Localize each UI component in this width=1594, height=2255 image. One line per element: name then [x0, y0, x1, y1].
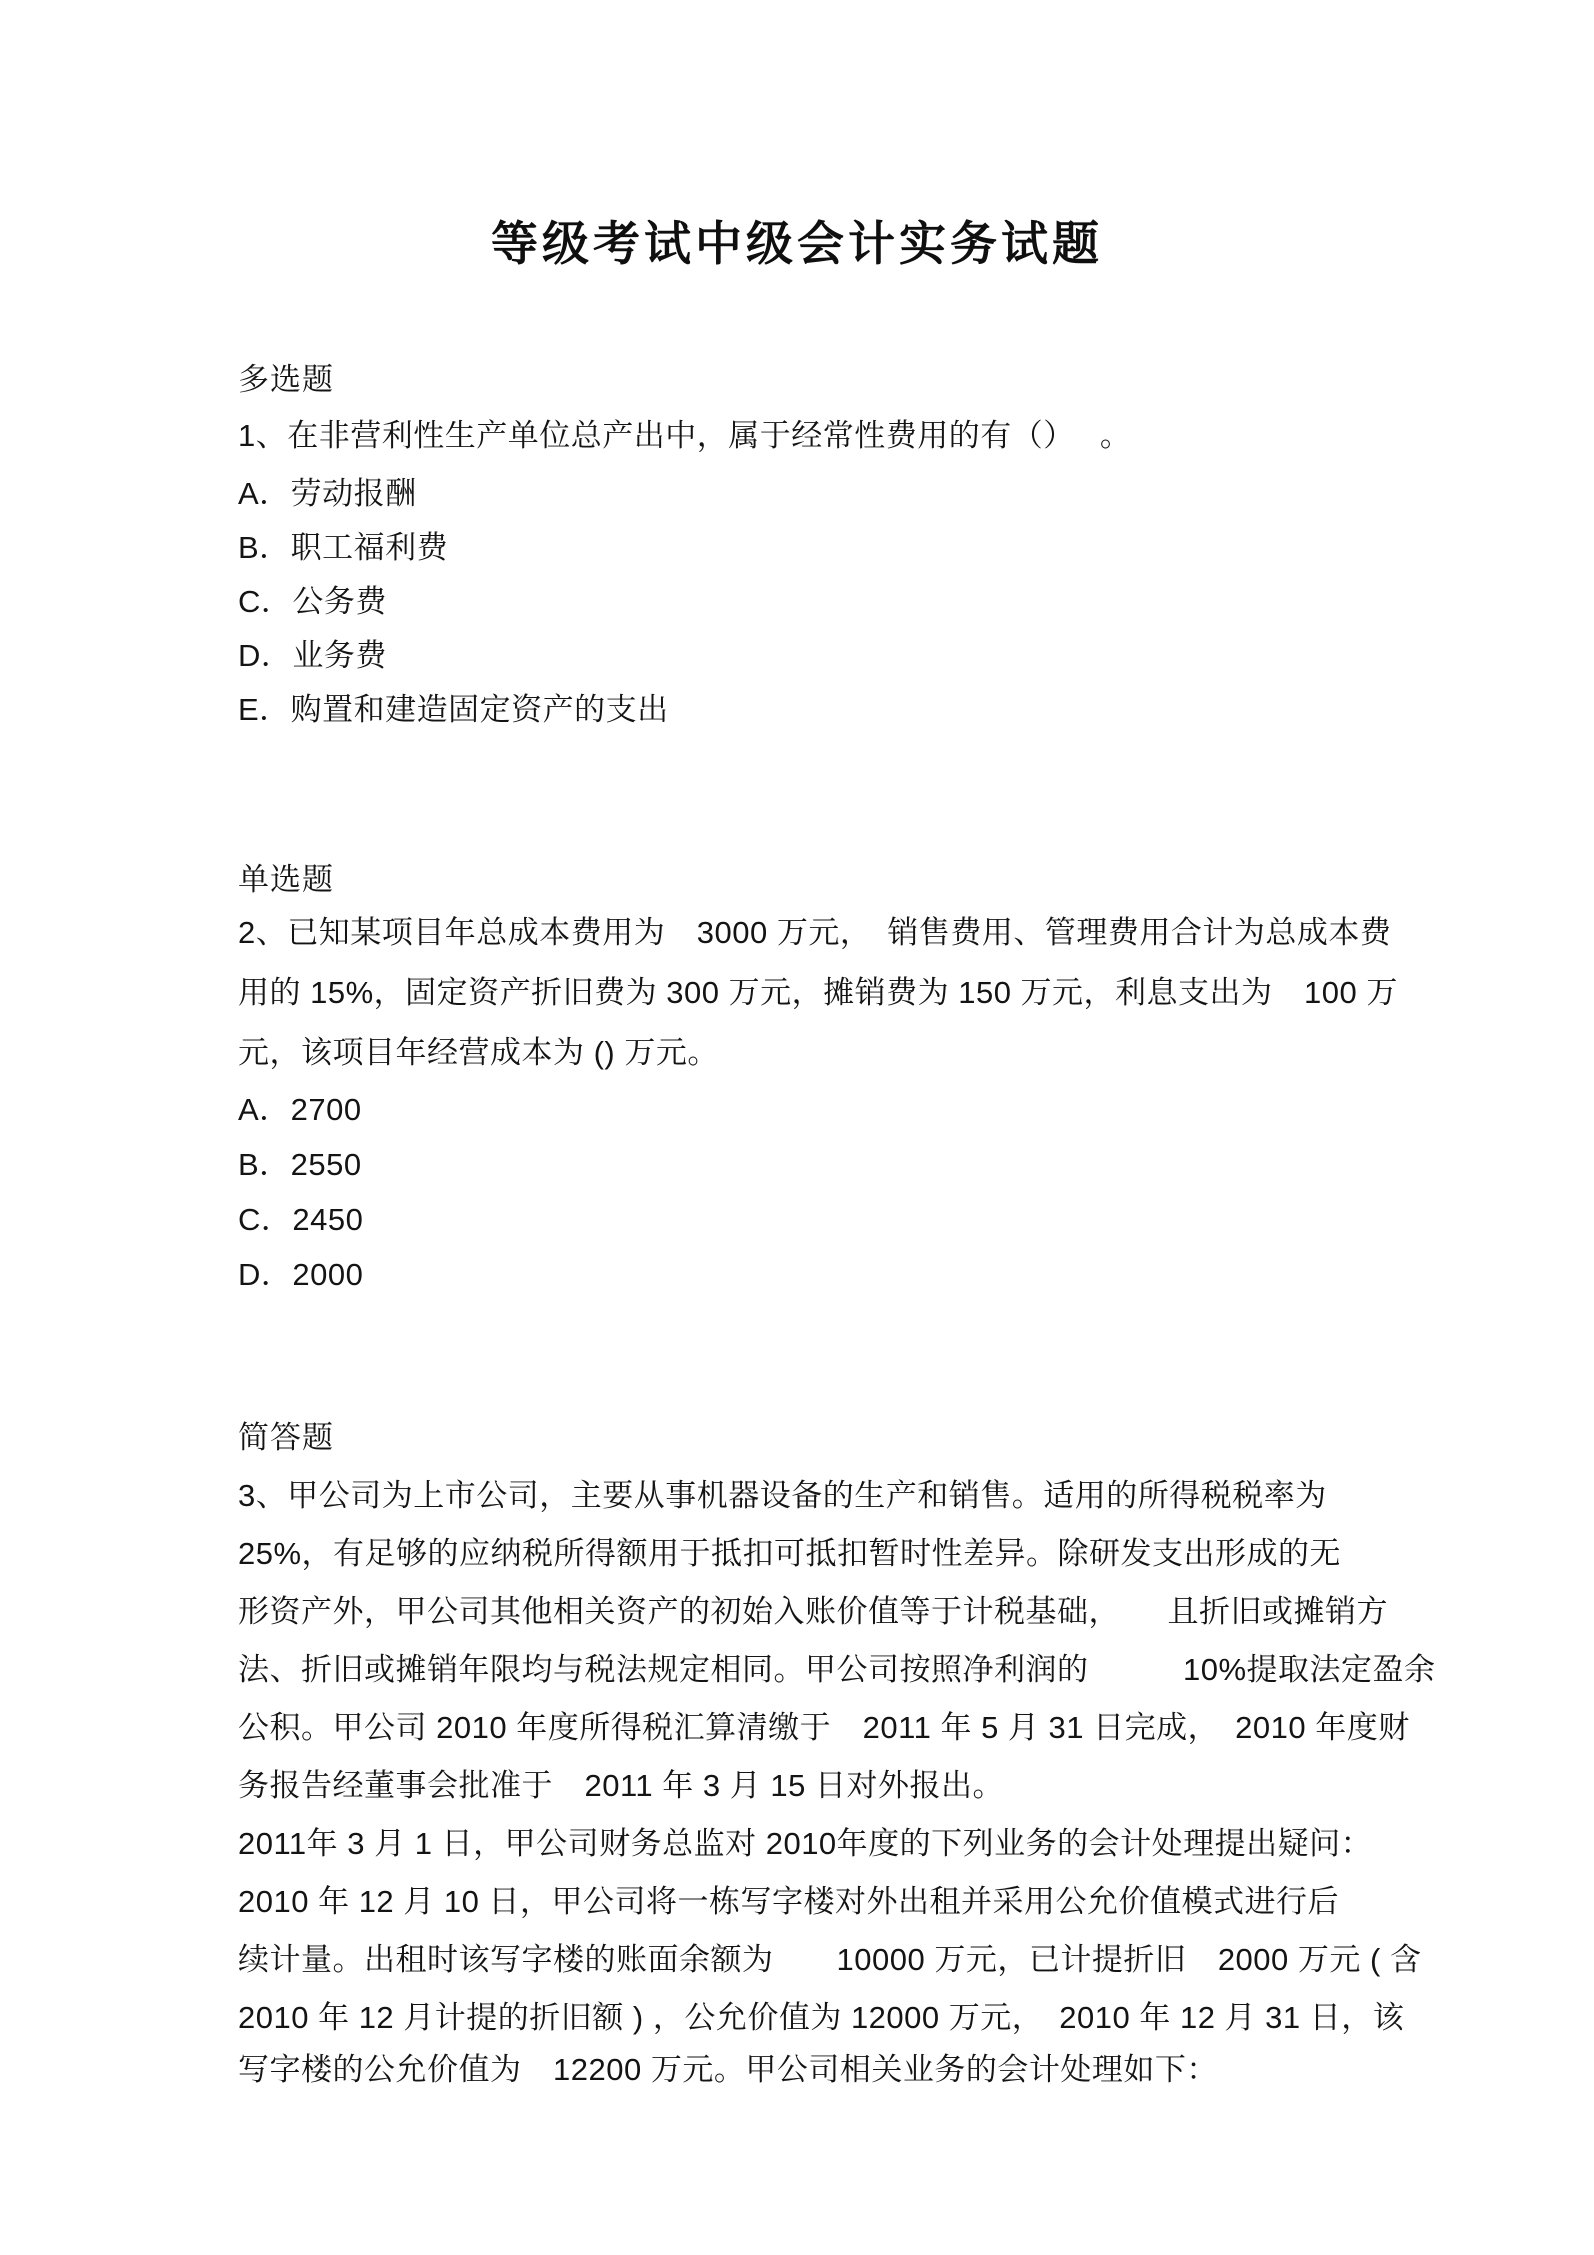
question-1-line-1: 1、在非营利性生产单位总产出中，属于经常性费用的有（） 。: [238, 418, 1132, 453]
question-3-line-3: 形资产外，甲公司其他相关资产的初始入账价值等于计税基础， 且折旧或摊销方: [238, 1594, 1388, 1629]
question-2-line-1: 2、已知某项目年总成本费用为 3000 万元， 销售费用、管理费用合计为总成本费: [238, 915, 1392, 950]
question-2-option-d: D．2000: [238, 1257, 364, 1292]
question-1-option-c: C．公务费: [238, 584, 387, 619]
question-2-option-a: A．2700: [238, 1092, 362, 1127]
question-1-option-a: A．劳动报酬: [238, 476, 417, 511]
question-3-line-11: 写字楼的公允价值为 12200 万元。甲公司相关业务的会计处理如下：: [238, 2052, 1218, 2087]
question-3-line-9: 续计量。出租时该写字楼的账面余额为 10000 万元，已计提折旧 2000 万元 ( 含: [238, 1942, 1422, 1977]
question-2-option-b: B．2550: [238, 1147, 362, 1182]
question-1-option-b: B．职工福利费: [238, 530, 449, 565]
question-1-option-e: E．购置和建造固定资产的支出: [238, 692, 669, 727]
question-3-line-10: 2010 年 12 月计提的折旧额 ) ，公允价值为 12000 万元， 2010 年 12 月 31 日，该: [238, 2000, 1405, 2035]
question-2-option-c: C．2450: [238, 1202, 364, 1237]
question-2-line-2: 用的 15%，固定资产折旧费为 300 万元，摊销费为 150 万元，利息支出为 100 万: [238, 975, 1398, 1010]
question-3-line-2: 25%，有足够的应纳税所得额用于抵扣可抵扣暂时性差异。除研发支出形成的无: [238, 1536, 1342, 1571]
question-3-line-6: 务报告经董事会批准于 2011 年 3 月 15 日对外报出。: [238, 1768, 1004, 1803]
question-3-line-5: 公积。甲公司 2010 年度所得税汇算清缴于 2011 年 5 月 31 日完成， 2010 年度财: [238, 1710, 1410, 1745]
question-3-line-7: 2011年 3 月 1 日，甲公司财务总监对 2010年度的下列业务的会计处理提出疑问：: [238, 1826, 1373, 1861]
section-heading-short-answer: 简答题: [238, 1420, 334, 1455]
question-3-line-1: 3、甲公司为上市公司，主要从事机器设备的生产和销售。适用的所得税税率为: [238, 1478, 1327, 1513]
question-2-line-3: 元，该项目年经营成本为 () 万元。: [238, 1035, 719, 1070]
question-3-line-4: 法、折旧或摊销年限均与税法规定相同。甲公司按照净利润的 10%提取法定盈余: [238, 1652, 1436, 1687]
section-heading-multiple-choice: 多选题: [238, 362, 334, 397]
question-1-option-d: D．业务费: [238, 638, 387, 673]
question-3-line-8: 2010 年 12 月 10 日，甲公司将一栋写字楼对外出租并采用公允价值模式进行后: [238, 1884, 1339, 1919]
page-title: 等级考试中级会计实务试题: [491, 219, 1103, 271]
section-heading-single-choice: 单选题: [238, 862, 334, 897]
